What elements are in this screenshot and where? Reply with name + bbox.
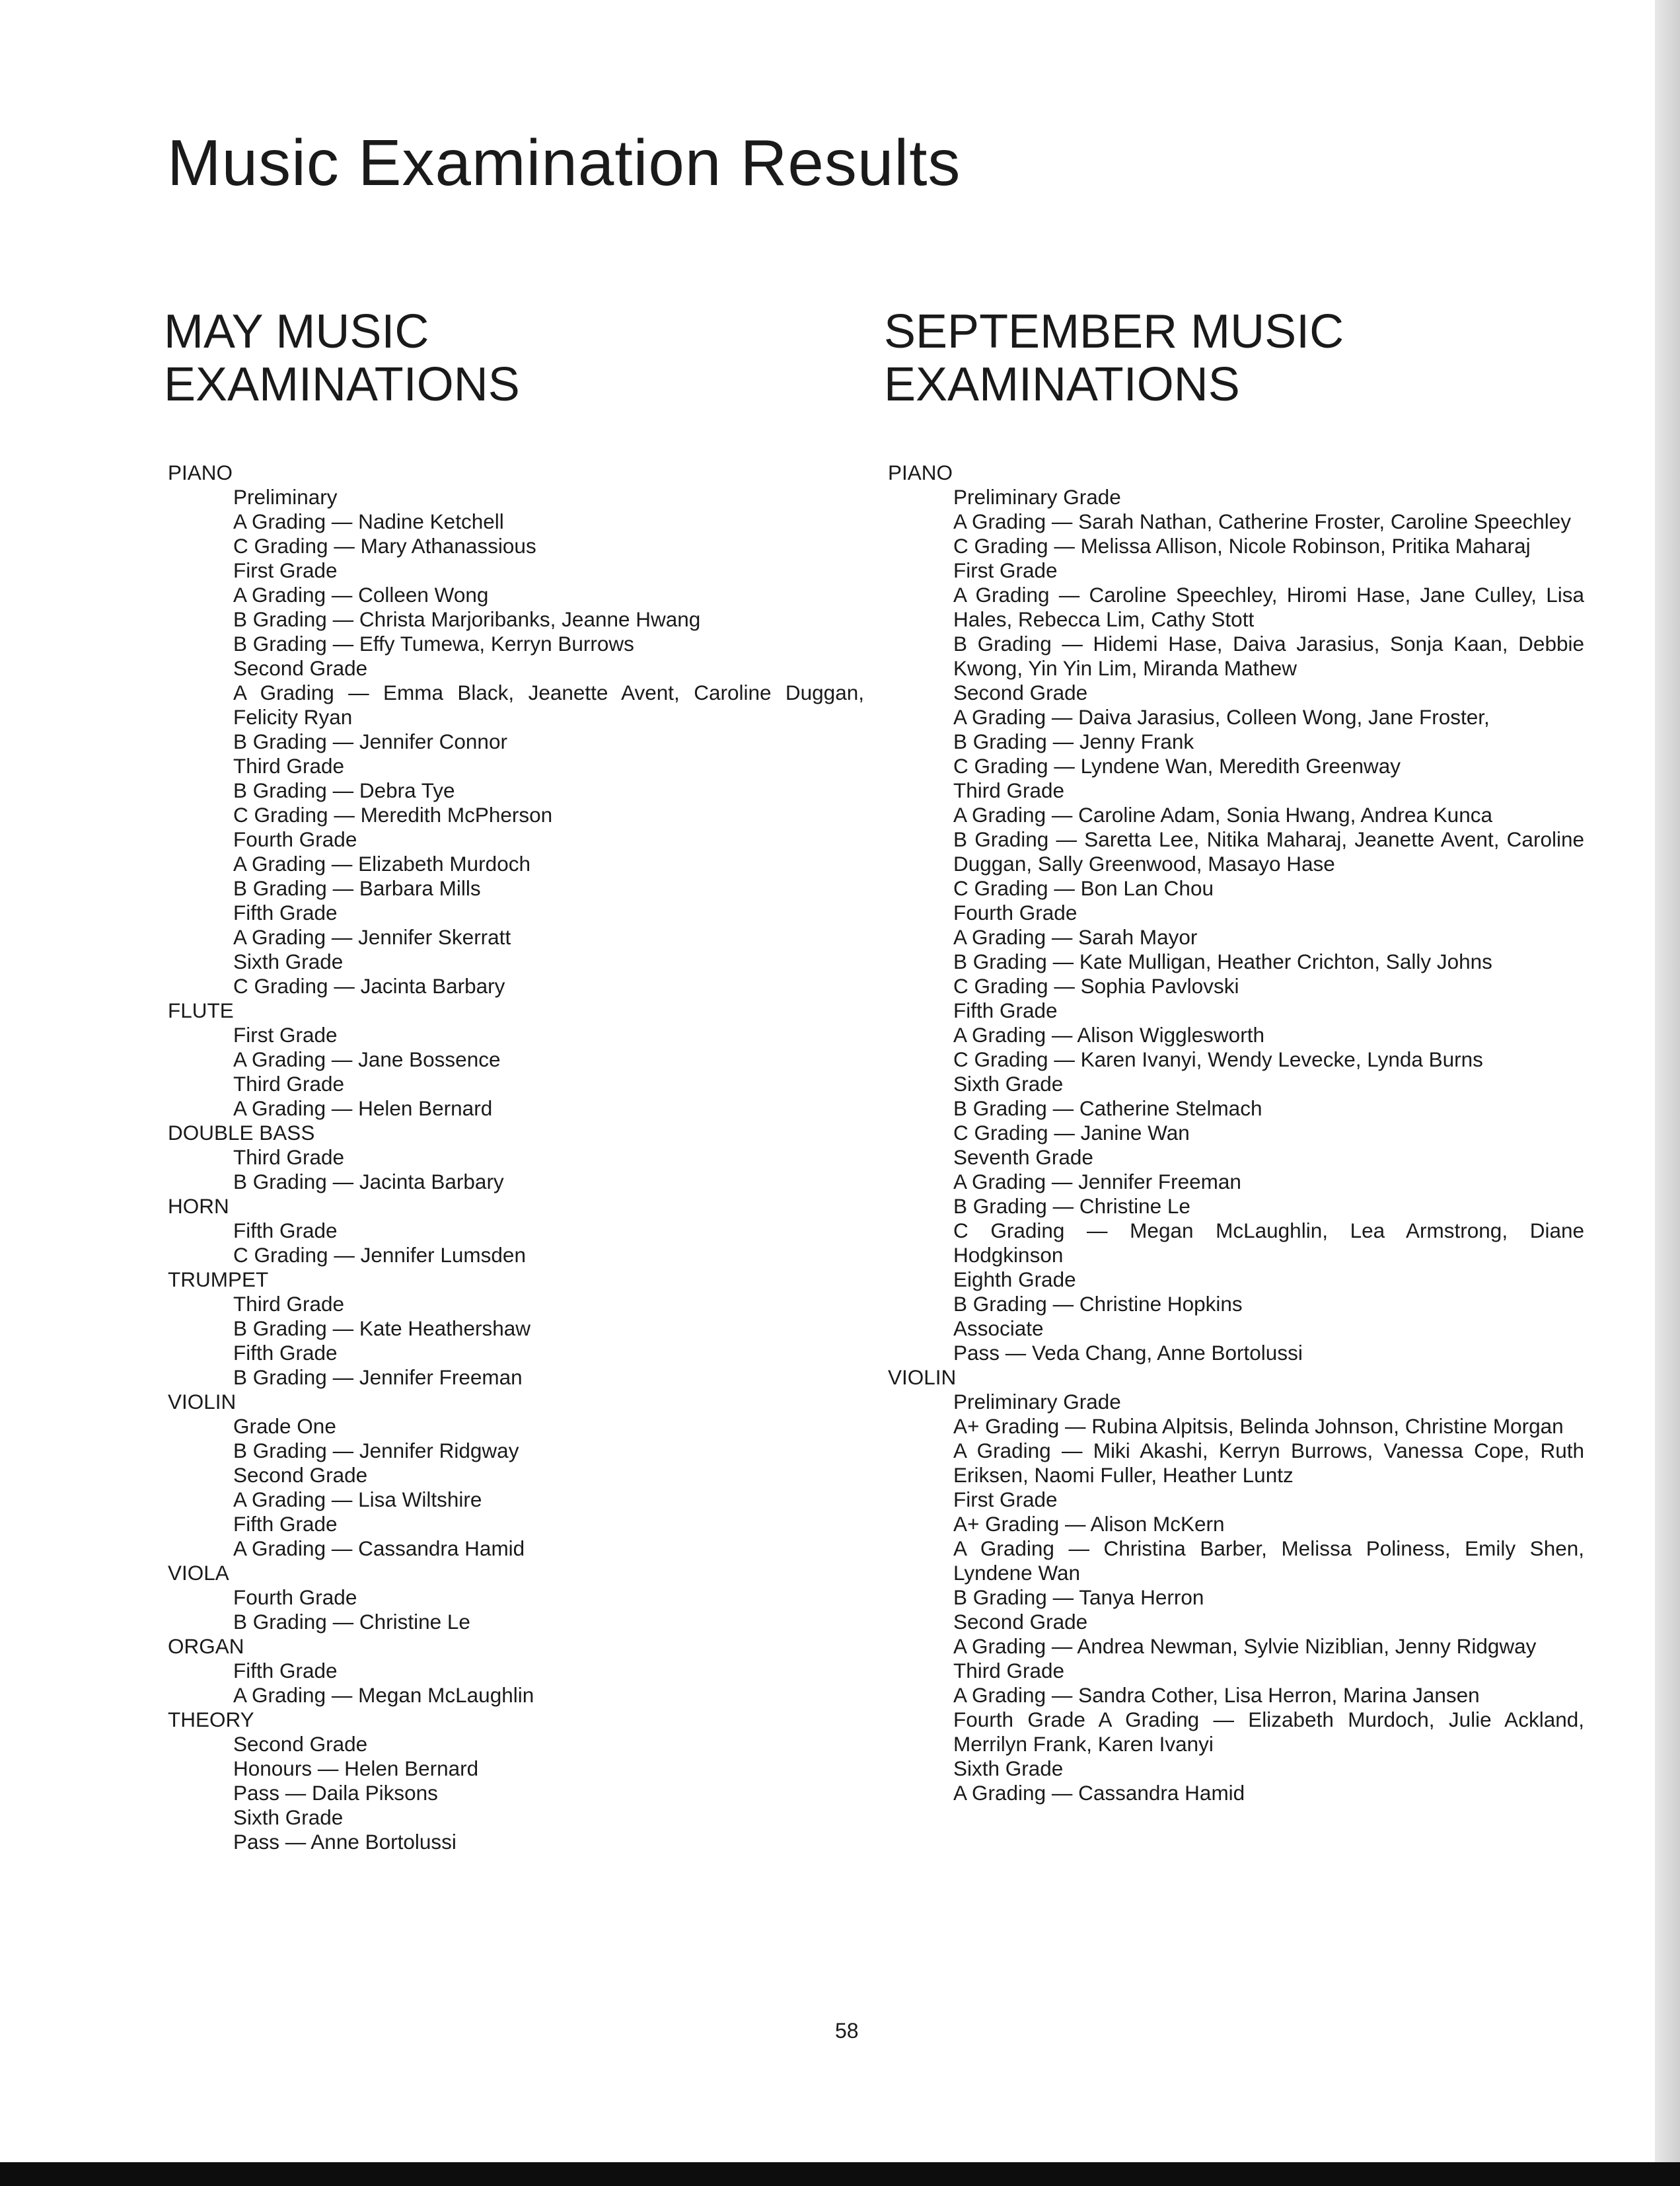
result-line: B Grading — Hidemi Hase, Daiva Jarasius, Sonja Kaan, Debbie Kwong, Yin Yin Lim, Miranda Mathew (953, 632, 1584, 680)
grade-heading: Sixth Grade (233, 1805, 344, 1829)
result-line: C Grading — Meredith McPherson (233, 803, 553, 827)
result-line: B Grading — Christa Marjoribanks, Jeanne Hwang (233, 607, 701, 631)
result-line: B Grading — Barbara Mills (233, 876, 481, 900)
result-line: B Grading — Christine Le (233, 1610, 470, 1634)
result-line: B Grading — Jennifer Freeman (233, 1365, 523, 1389)
instrument-heading: PIANO (168, 461, 233, 484)
result-line: C Grading — Karen Ivanyi, Wendy Levecke, Lynda Burns (953, 1047, 1483, 1071)
instrument-heading: VIOLIN (168, 1390, 237, 1413)
grade-heading: Fourth Grade (953, 901, 1077, 924)
grade-heading: Fifth Grade (233, 1341, 338, 1365)
result-line: A Grading — Jennifer Skerratt (233, 925, 511, 949)
result-line: B Grading — Christine Hopkins (953, 1292, 1243, 1316)
grade-heading: Second Grade (233, 1463, 368, 1487)
instrument-heading: VIOLA (168, 1561, 229, 1585)
page-edge-bottom (0, 2162, 1680, 2186)
result-line: A Grading — Lisa Wiltshire (233, 1488, 482, 1511)
page-edge-right (1655, 0, 1680, 2186)
grade-heading: Fifth Grade (233, 901, 338, 924)
instrument-heading: DOUBLE BASS (168, 1121, 315, 1145)
result-line: C Grading — Mary Athanassious (233, 534, 536, 558)
column-heading-line2: EXAMINATIONS (884, 358, 1240, 411)
grade-heading: Fifth Grade (233, 1219, 338, 1242)
result-line: A Grading — Colleen Wong (233, 583, 489, 607)
result-line: Honours — Helen Bernard (233, 1756, 479, 1780)
grade-heading: First Grade (233, 558, 338, 582)
result-line: Pass — Anne Bortolussi (233, 1830, 457, 1854)
instrument-heading: TRUMPET (168, 1267, 269, 1291)
grade-heading: First Grade (953, 1488, 1058, 1511)
result-line: C Grading — Bon Lan Chou (953, 876, 1214, 900)
result-line: B Grading — Kate Heathershaw (233, 1316, 530, 1340)
result-line: A Grading — Megan McLaughlin (233, 1683, 534, 1707)
grade-heading: Third Grade (233, 1145, 345, 1169)
grade-heading: Fifth Grade (233, 1659, 338, 1682)
instrument-heading: ORGAN (168, 1634, 244, 1658)
grade-heading: Preliminary Grade (953, 485, 1121, 509)
result-line: A Grading — Helen Bernard (233, 1096, 493, 1120)
result-line: B Grading — Jennifer Ridgway (233, 1439, 519, 1462)
instrument-heading: HORN (168, 1194, 229, 1218)
result-line: A Grading — Elizabeth Murdoch (233, 852, 530, 876)
grade-heading: Third Grade (953, 1659, 1065, 1682)
result-line: A Grading — Jennifer Freeman (953, 1170, 1241, 1193)
result-line: A Grading — Jane Bossence (233, 1047, 501, 1071)
result-line: A Grading — Sarah Nathan, Catherine Froster, Caroline Speechley (953, 509, 1572, 533)
grade-heading: Fifth Grade (233, 1512, 338, 1536)
grade-heading: Third Grade (233, 1072, 345, 1096)
grade-heading: Associate (953, 1316, 1044, 1340)
result-line: A Grading — Andrea Newman, Sylvie Niziblian, Jenny Ridgway (953, 1634, 1537, 1658)
result-line: C Grading — Jennifer Lumsden (233, 1243, 526, 1267)
result-line: A Grading — Alison Wigglesworth (953, 1023, 1264, 1047)
grade-heading: Fourth Grade (233, 1585, 357, 1609)
grade-heading: Third Grade (953, 778, 1065, 802)
page-number: 58 (835, 2019, 859, 2043)
result-line: A Grading — Sarah Mayor (953, 925, 1198, 949)
grade-heading: Third Grade (233, 754, 345, 778)
grade-heading: First Grade (233, 1023, 338, 1047)
grade-heading: Third Grade (233, 1292, 345, 1316)
grade-heading: Seventh Grade (953, 1145, 1093, 1169)
grade-heading: Sixth Grade (953, 1072, 1064, 1096)
result-line: B Grading — Tanya Herron (953, 1585, 1204, 1609)
result-line: B Grading — Debra Tye (233, 778, 455, 802)
result-line: Fourth Grade A Grading — Elizabeth Murdoch, Julie Ackland, Merrilyn Frank, Karen Ivanyi (953, 1708, 1584, 1756)
column-heading-line2: EXAMINATIONS (164, 358, 520, 411)
result-line: Pass — Daila Piksons (233, 1781, 438, 1805)
result-line: A+ Grading — Rubina Alpitsis, Belinda Johnson, Christine Morgan (953, 1414, 1564, 1438)
results-list (164, 461, 864, 1854)
result-line: C Grading — Megan McLaughlin, Lea Armstrong, Diane Hodgkinson (953, 1219, 1584, 1267)
result-line: C Grading — Janine Wan (953, 1121, 1190, 1145)
column-heading (884, 305, 1584, 411)
grade-heading: Second Grade (233, 656, 368, 680)
result-line: A Grading — Miki Akashi, Kerryn Burrows, Vanessa Cope, Ruth Eriksen, Naomi Fuller, Heather Luntz (953, 1439, 1584, 1487)
result-line: B Grading — Jennifer Connor (233, 730, 507, 753)
column-heading (164, 305, 864, 411)
grade-heading: Grade One (233, 1414, 336, 1438)
result-line: A Grading — Nadine Ketchell (233, 509, 504, 533)
page-title: Music Examination Results (167, 126, 961, 199)
grade-heading: Second Grade (953, 681, 1088, 704)
grade-heading: Sixth Grade (233, 950, 344, 973)
result-line: A Grading — Emma Black, Jeanette Avent, Caroline Duggan, Felicity Ryan (233, 681, 864, 729)
result-line: B Grading — Kate Mulligan, Heather Crichton, Sally Johns (953, 950, 1492, 973)
result-line: C Grading — Sophia Pavlovski (953, 974, 1239, 998)
result-line: C Grading — Jacinta Barbary (233, 974, 505, 998)
instrument-heading: VIOLIN (888, 1365, 957, 1389)
result-line: A+ Grading — Alison McKern (953, 1512, 1225, 1536)
grade-heading: Fourth Grade (233, 827, 357, 851)
result-line: A Grading — Daiva Jarasius, Colleen Wong, Jane Froster, (953, 705, 1490, 729)
results-list (884, 461, 1584, 1805)
result-line: A Grading — Caroline Adam, Sonia Hwang, Andrea Kunca (953, 803, 1492, 827)
result-line: A Grading — Cassandra Hamid (233, 1536, 525, 1560)
result-line: B Grading — Jacinta Barbary (233, 1170, 504, 1193)
result-line: B Grading — Christine Le (953, 1194, 1190, 1218)
column-september (884, 305, 1584, 1805)
result-line: B Grading — Saretta Lee, Nitika Maharaj, Jeanette Avent, Caroline Duggan, Sally Greenwood, Masayo Hase (953, 827, 1584, 876)
result-line: B Grading — Catherine Stelmach (953, 1096, 1262, 1120)
grade-heading: Eighth Grade (953, 1267, 1076, 1291)
result-line: A Grading — Sandra Cother, Lisa Herron, Marina Jansen (953, 1683, 1480, 1707)
result-line: A Grading — Christina Barber, Melissa Poliness, Emily Shen, Lyndene Wan (953, 1536, 1584, 1585)
result-line: A Grading — Cassandra Hamid (953, 1781, 1245, 1805)
grade-heading: Second Grade (953, 1610, 1088, 1634)
grade-heading: Second Grade (233, 1732, 368, 1756)
result-line: B Grading — Effy Tumewa, Kerryn Burrows (233, 632, 634, 656)
grade-heading: Preliminary (233, 485, 338, 509)
column-heading-line1: SEPTEMBER MUSIC (884, 305, 1344, 358)
result-line: B Grading — Jenny Frank (953, 730, 1194, 753)
instrument-heading: THEORY (168, 1708, 254, 1731)
grade-heading: Fifth Grade (953, 999, 1058, 1022)
grade-heading: Sixth Grade (953, 1756, 1064, 1780)
result-line: A Grading — Caroline Speechley, Hiromi Hase, Jane Culley, Lisa Hales, Rebecca Lim, Cathy Stott (953, 583, 1584, 631)
column-heading-line1: MAY MUSIC (164, 305, 429, 358)
instrument-heading: PIANO (888, 461, 953, 484)
column-may (164, 305, 864, 1854)
result-line: C Grading — Melissa Allison, Nicole Robinson, Pritika Maharaj (953, 534, 1531, 558)
result-line: C Grading — Lyndene Wan, Meredith Greenway (953, 754, 1401, 778)
instrument-heading: FLUTE (168, 999, 234, 1022)
result-line: Pass — Veda Chang, Anne Bortolussi (953, 1341, 1303, 1365)
grade-heading: Preliminary Grade (953, 1390, 1121, 1413)
grade-heading: First Grade (953, 558, 1058, 582)
